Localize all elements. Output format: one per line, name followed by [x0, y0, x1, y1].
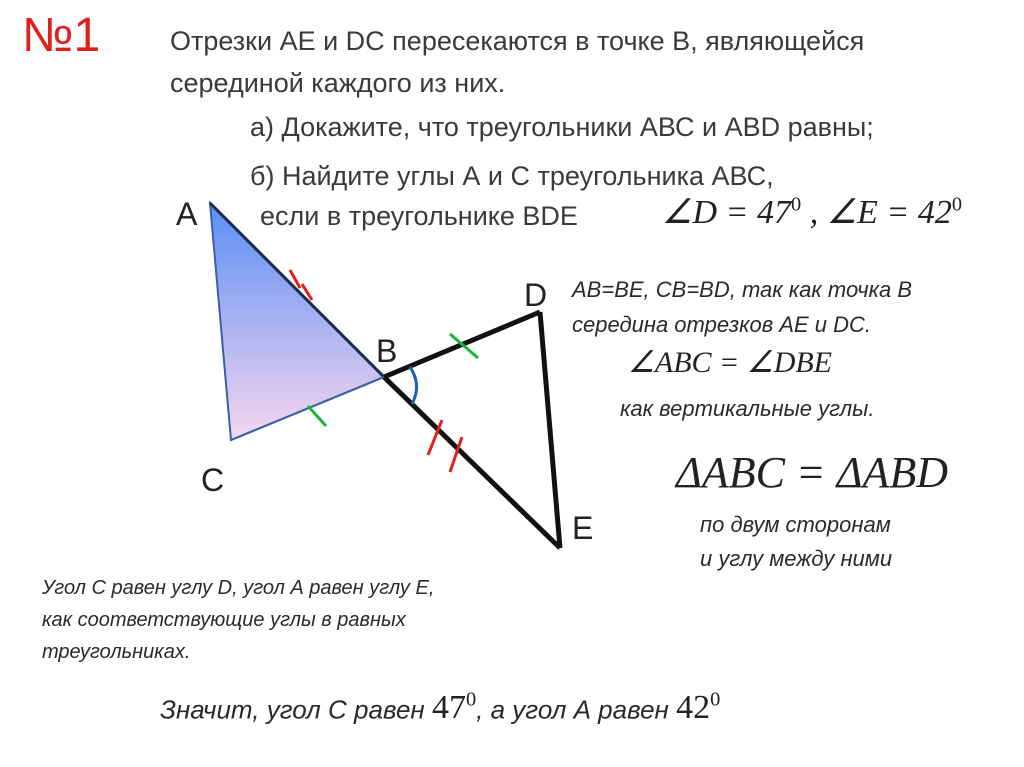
point-label-e: E	[572, 510, 594, 546]
reason1-line-1: AB=BE, CB=BD, так как точка B	[572, 277, 913, 302]
given-separator: ,	[801, 194, 827, 231]
final-answer	[160, 689, 720, 727]
degree-d: 0	[790, 193, 802, 216]
reason-vertical-angles: как вертикальные углы.	[620, 396, 875, 421]
final-value-c	[432, 689, 476, 726]
final-degree-c: 0	[465, 689, 477, 711]
degree-e: 0	[951, 193, 963, 216]
statement-line-2: серединой каждого из них.	[170, 68, 506, 98]
task-b-line-1: б) Найдите углы А и С треугольника АВС,	[250, 161, 774, 191]
given-angle-e: ∠E = 42	[826, 194, 952, 231]
reason-equal-sides	[572, 272, 912, 342]
angle-arc-dbe	[410, 367, 417, 404]
conclusion-line-2: как соответствующие углы в равных	[42, 609, 406, 631]
reason3-line-1: по двум сторонам	[700, 512, 891, 537]
point-label-d: D	[524, 277, 548, 313]
tick-cb	[308, 406, 326, 426]
reason1-line-2: середина отрезков AE и DC.	[572, 312, 871, 337]
final-part-2: , а угол А равен	[476, 694, 669, 725]
given-angles	[662, 192, 962, 232]
conclusion-line-1: Угол С равен углу D, угол А равен углу Е,	[42, 577, 435, 599]
segment-de	[540, 312, 560, 548]
final-value-a	[676, 689, 720, 726]
task-a: а) Докажите, что треугольники АВС и АВD равны;	[250, 112, 874, 142]
task-b-line-2: если в треугольнике ВDE	[260, 201, 578, 231]
equation-vertical-angles: ∠ABC = ∠DBE	[628, 346, 833, 379]
point-label-a: A	[176, 196, 198, 232]
conclusion-corresponding	[42, 572, 434, 668]
segment-be	[384, 377, 560, 548]
triangle-abc-fill	[210, 203, 384, 440]
point-label-b: B	[376, 333, 398, 369]
reason3-line-2: и углу между ними	[700, 546, 893, 571]
conclusion-line-3: треугольниках.	[42, 641, 191, 663]
final-degree-a: 0	[710, 689, 721, 711]
final-value-c-number: 47	[431, 689, 466, 727]
point-label-c: C	[201, 462, 225, 498]
reason-sas	[700, 508, 892, 576]
equation-triangles-equal: ΔABC = ΔABD	[676, 448, 948, 497]
final-part-1: Значит, угол С равен	[160, 694, 425, 725]
problem-statement	[170, 20, 864, 104]
given-angle-d: ∠D = 47	[662, 194, 791, 231]
problem-number: №1	[22, 9, 101, 62]
statement-line-1: Отрезки АЕ и DC пересекаются в точке В, являющейся	[170, 26, 865, 56]
final-value-a-number: 42	[676, 689, 711, 727]
